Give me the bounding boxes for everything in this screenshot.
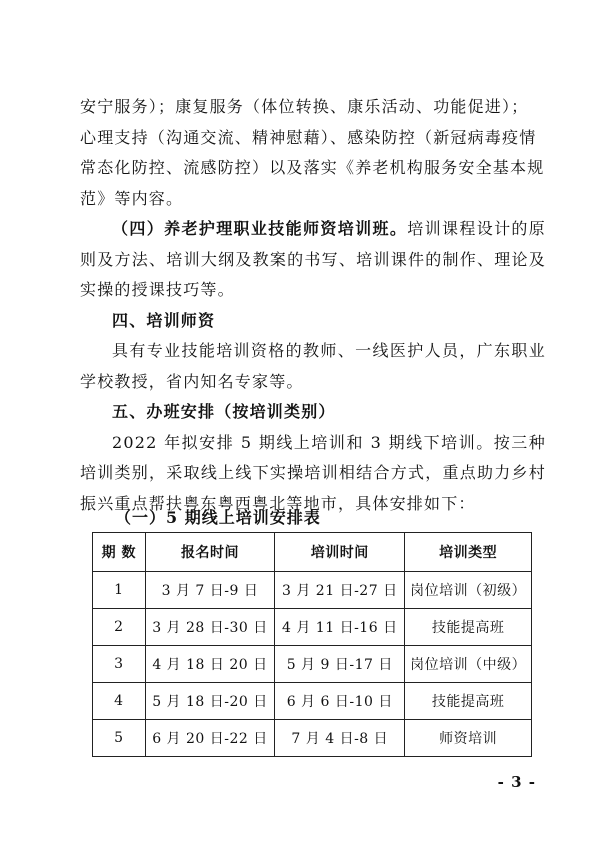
- cell-training-type: 技能提高班: [405, 609, 532, 646]
- line: 安宁服务）；康复服务（体位转换、康乐活动、功能促进）；: [80, 97, 529, 116]
- cell-training-type: 技能提高班: [405, 683, 532, 720]
- table-row: [93, 609, 532, 646]
- table-row: [93, 720, 532, 757]
- paragraph-instructors: 具有专业技能培训资格的教师、一线医护人员，广东职业学校教授，省内知名专家等。: [80, 341, 546, 391]
- subsection-title: （四）养老护理职业技能师资培训班。: [112, 219, 408, 238]
- table-row: [93, 646, 532, 683]
- cell-session-number: 5: [93, 720, 146, 757]
- cell-session-number: 4: [93, 683, 146, 720]
- cell-training-time: 7 月 4 日-8 日: [275, 720, 405, 757]
- table-caption: （一）5 期线上培训安排表: [115, 508, 321, 527]
- header-session-number: 期 数: [93, 533, 146, 572]
- table-header-row: [93, 533, 532, 572]
- paragraph-schedule: 2022 年拟安排 5 期线上培训和 3 期线下培训。按三种培训类别，采取线上线下实操培训相结合方式，重点助力乡村振兴重点帮扶粤东粤西粤北等地市，具体安排如下：: [80, 432, 546, 513]
- cell-training-time: 5 月 9 日-17 日: [275, 646, 405, 683]
- paragraph-teacher-training: [80, 214, 546, 306]
- line: 范》等内容。: [80, 188, 184, 208]
- table-row: [93, 572, 532, 609]
- cell-registration-time: 6 月 20 日-22 日: [145, 720, 275, 757]
- cell-registration-time: 5 月 18 日-20 日: [145, 683, 275, 720]
- cell-training-time: 3 月 21 日-27 日: [275, 572, 405, 609]
- cell-registration-time: 4 月 18 日 20 日: [145, 646, 275, 683]
- table-row: [93, 683, 532, 720]
- header-registration-time: 报名时间: [145, 533, 275, 572]
- cell-training-type: 师资培训: [405, 720, 532, 757]
- cell-training-type: 岗位培训（中级）: [405, 646, 532, 683]
- paragraph-text: 培训课程设计的原则及方法、培训大纲及教案的书写、培训课件的制作、理论及实操的授课技巧等。: [80, 219, 546, 299]
- online-training-schedule-table: [92, 532, 532, 757]
- line: 常态化防控、流感防控）以及落实《养老机构服务安全基本规: [80, 158, 545, 177]
- page-number: - 3 -: [497, 773, 536, 791]
- cell-registration-time: 3 月 28 日-30 日: [145, 609, 275, 646]
- line: 心理支持（沟通交流、精神慰藉）、感染防控（新冠病毒疫情: [80, 127, 537, 147]
- document-body: [80, 92, 546, 519]
- cell-session-number: 1: [93, 572, 146, 609]
- cell-training-time: 6 月 6 日-10 日: [275, 683, 405, 720]
- section-heading-instructors: 四、培训师资: [112, 310, 216, 330]
- cell-session-number: 3: [93, 646, 146, 683]
- cell-registration-time: 3 月 7 日-9 日: [145, 572, 275, 609]
- cell-session-number: 2: [93, 609, 146, 646]
- section-heading-schedule: 五、办班安排（按培训类别）: [112, 402, 336, 421]
- paragraph-care-content: [80, 92, 546, 214]
- cell-training-time: 4 月 11 日-16 日: [275, 609, 405, 646]
- cell-training-type: 岗位培训（初级）: [405, 572, 532, 609]
- header-training-time: 培训时间: [275, 533, 405, 572]
- header-training-type: 培训类型: [405, 533, 532, 572]
